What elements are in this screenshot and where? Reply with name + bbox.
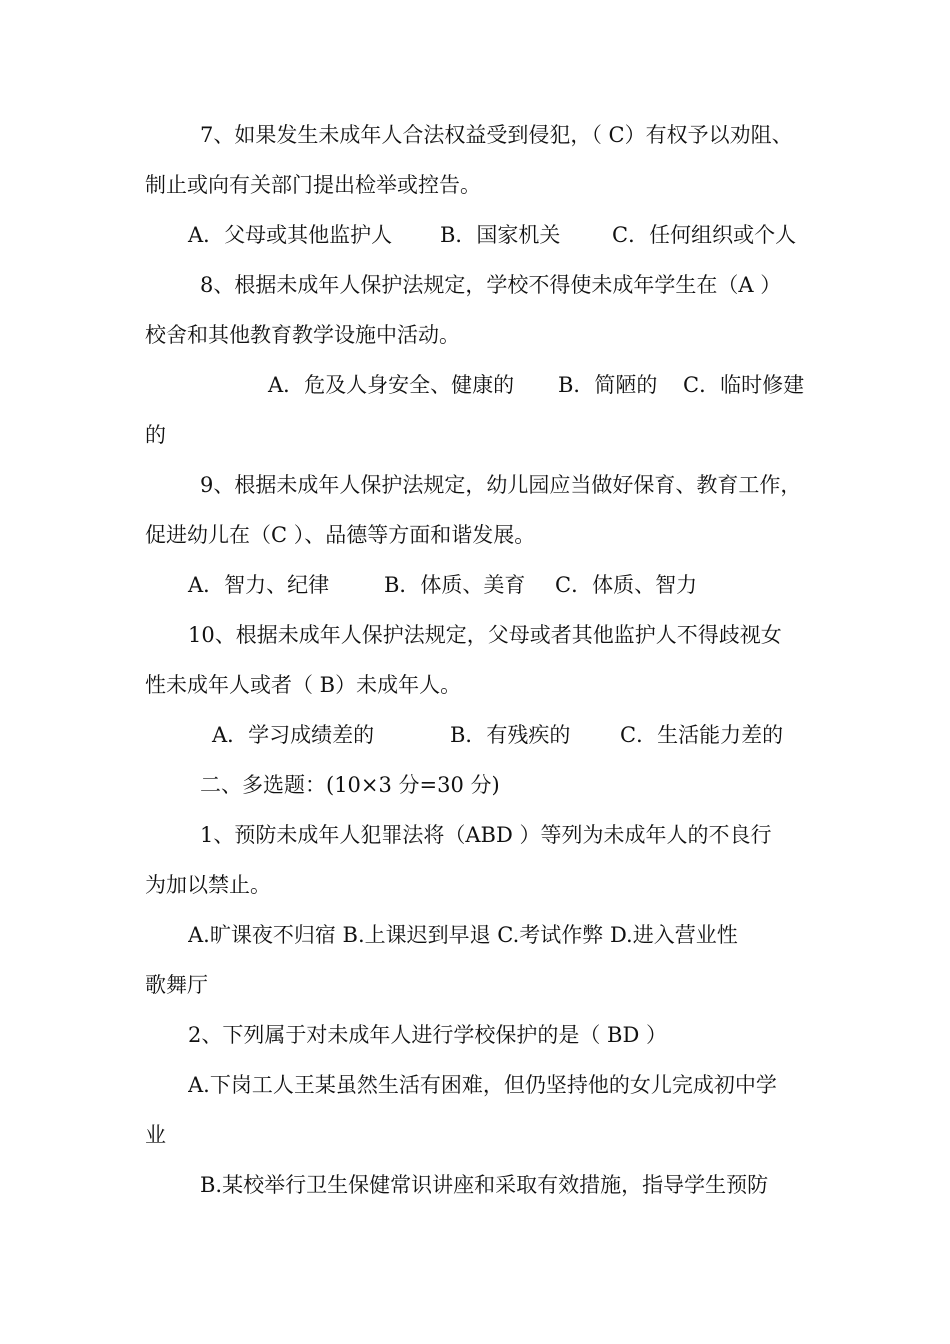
m2-option-a-line2: 业 <box>145 1123 166 1147</box>
q10-option-b: B．有残疾的 <box>450 723 571 747</box>
q8-stem-line2: 校舍和其他教育教学设施中活动。 <box>145 323 460 347</box>
q10-stem-line2: 性未成年人或者（ B）未成年人。 <box>145 673 462 697</box>
q7-stem-line1: 7、如果发生未成年人合法权益受到侵犯，（ C）有权予以劝阻、 <box>200 123 793 147</box>
q10-option-a: A．学习成绩差的 <box>212 723 375 747</box>
q7-stem-line2: 制止或向有关部门提出检举或控告。 <box>145 173 481 197</box>
q9-options <box>0 571 698 599</box>
q9-stem-line2: 促进幼儿在（C ）、品德等方面和谐发展。 <box>145 523 536 547</box>
q8-option-b: B．简陋的 <box>558 373 658 397</box>
q9-option-b: B．体质、美育 <box>384 573 526 597</box>
m2-option-b-line1: B.某校举行卫生保健常识讲座和采取有效措施，指导学生预防 <box>200 1173 769 1197</box>
q8-option-c-continued: 的 <box>145 423 166 447</box>
m1-stem-line1: 1、预防未成年人犯罪法将（ABD ）等列为未成年人的不良行 <box>200 823 772 847</box>
q10-option-c: C．生活能力差的 <box>620 723 784 747</box>
m1-stem-line2: 为加以禁止。 <box>145 873 271 897</box>
q8-option-a: A．危及人身安全、健康的 <box>268 373 515 397</box>
m1-options-line1: A.旷课夜不归宿 B.上课迟到早退 C.考试作弊 D.进入营业性 <box>188 923 738 947</box>
q7-option-a: A．父母或其他监护人 <box>188 223 393 247</box>
q9-option-c: C．体质、智力 <box>555 573 698 597</box>
q9-option-a: A．智力、纪律 <box>188 573 330 597</box>
section2-heading: 二、多选题：(10×3 分=30 分) <box>200 773 500 797</box>
m2-option-a-line1: A.下岗工人王某虽然生活有困难，但仍坚持他的女儿完成初中学 <box>188 1073 777 1097</box>
m1-options-line2: 歌舞厅 <box>145 973 208 997</box>
q7-options <box>0 221 797 249</box>
q8-option-c: C．临时修建 <box>683 373 805 397</box>
q7-option-c: C．任何组织或个人 <box>612 223 797 247</box>
q7-option-b: B．国家机关 <box>440 223 561 247</box>
m2-stem: 2、下列属于对未成年人进行学校保护的是（ BD ） <box>188 1023 667 1047</box>
q8-stem-line1: 8、根据未成年人保护法规定，学校不得使未成年学生在（A ） <box>200 273 782 297</box>
q10-options <box>0 721 784 749</box>
q10-stem-line1: 10、根据未成年人保护法规定，父母或者其他监护人不得歧视女 <box>188 623 782 647</box>
q9-stem-line1: 9、根据未成年人保护法规定，幼儿园应当做好保育、教育工作， <box>200 473 802 497</box>
q8-options <box>0 371 805 399</box>
